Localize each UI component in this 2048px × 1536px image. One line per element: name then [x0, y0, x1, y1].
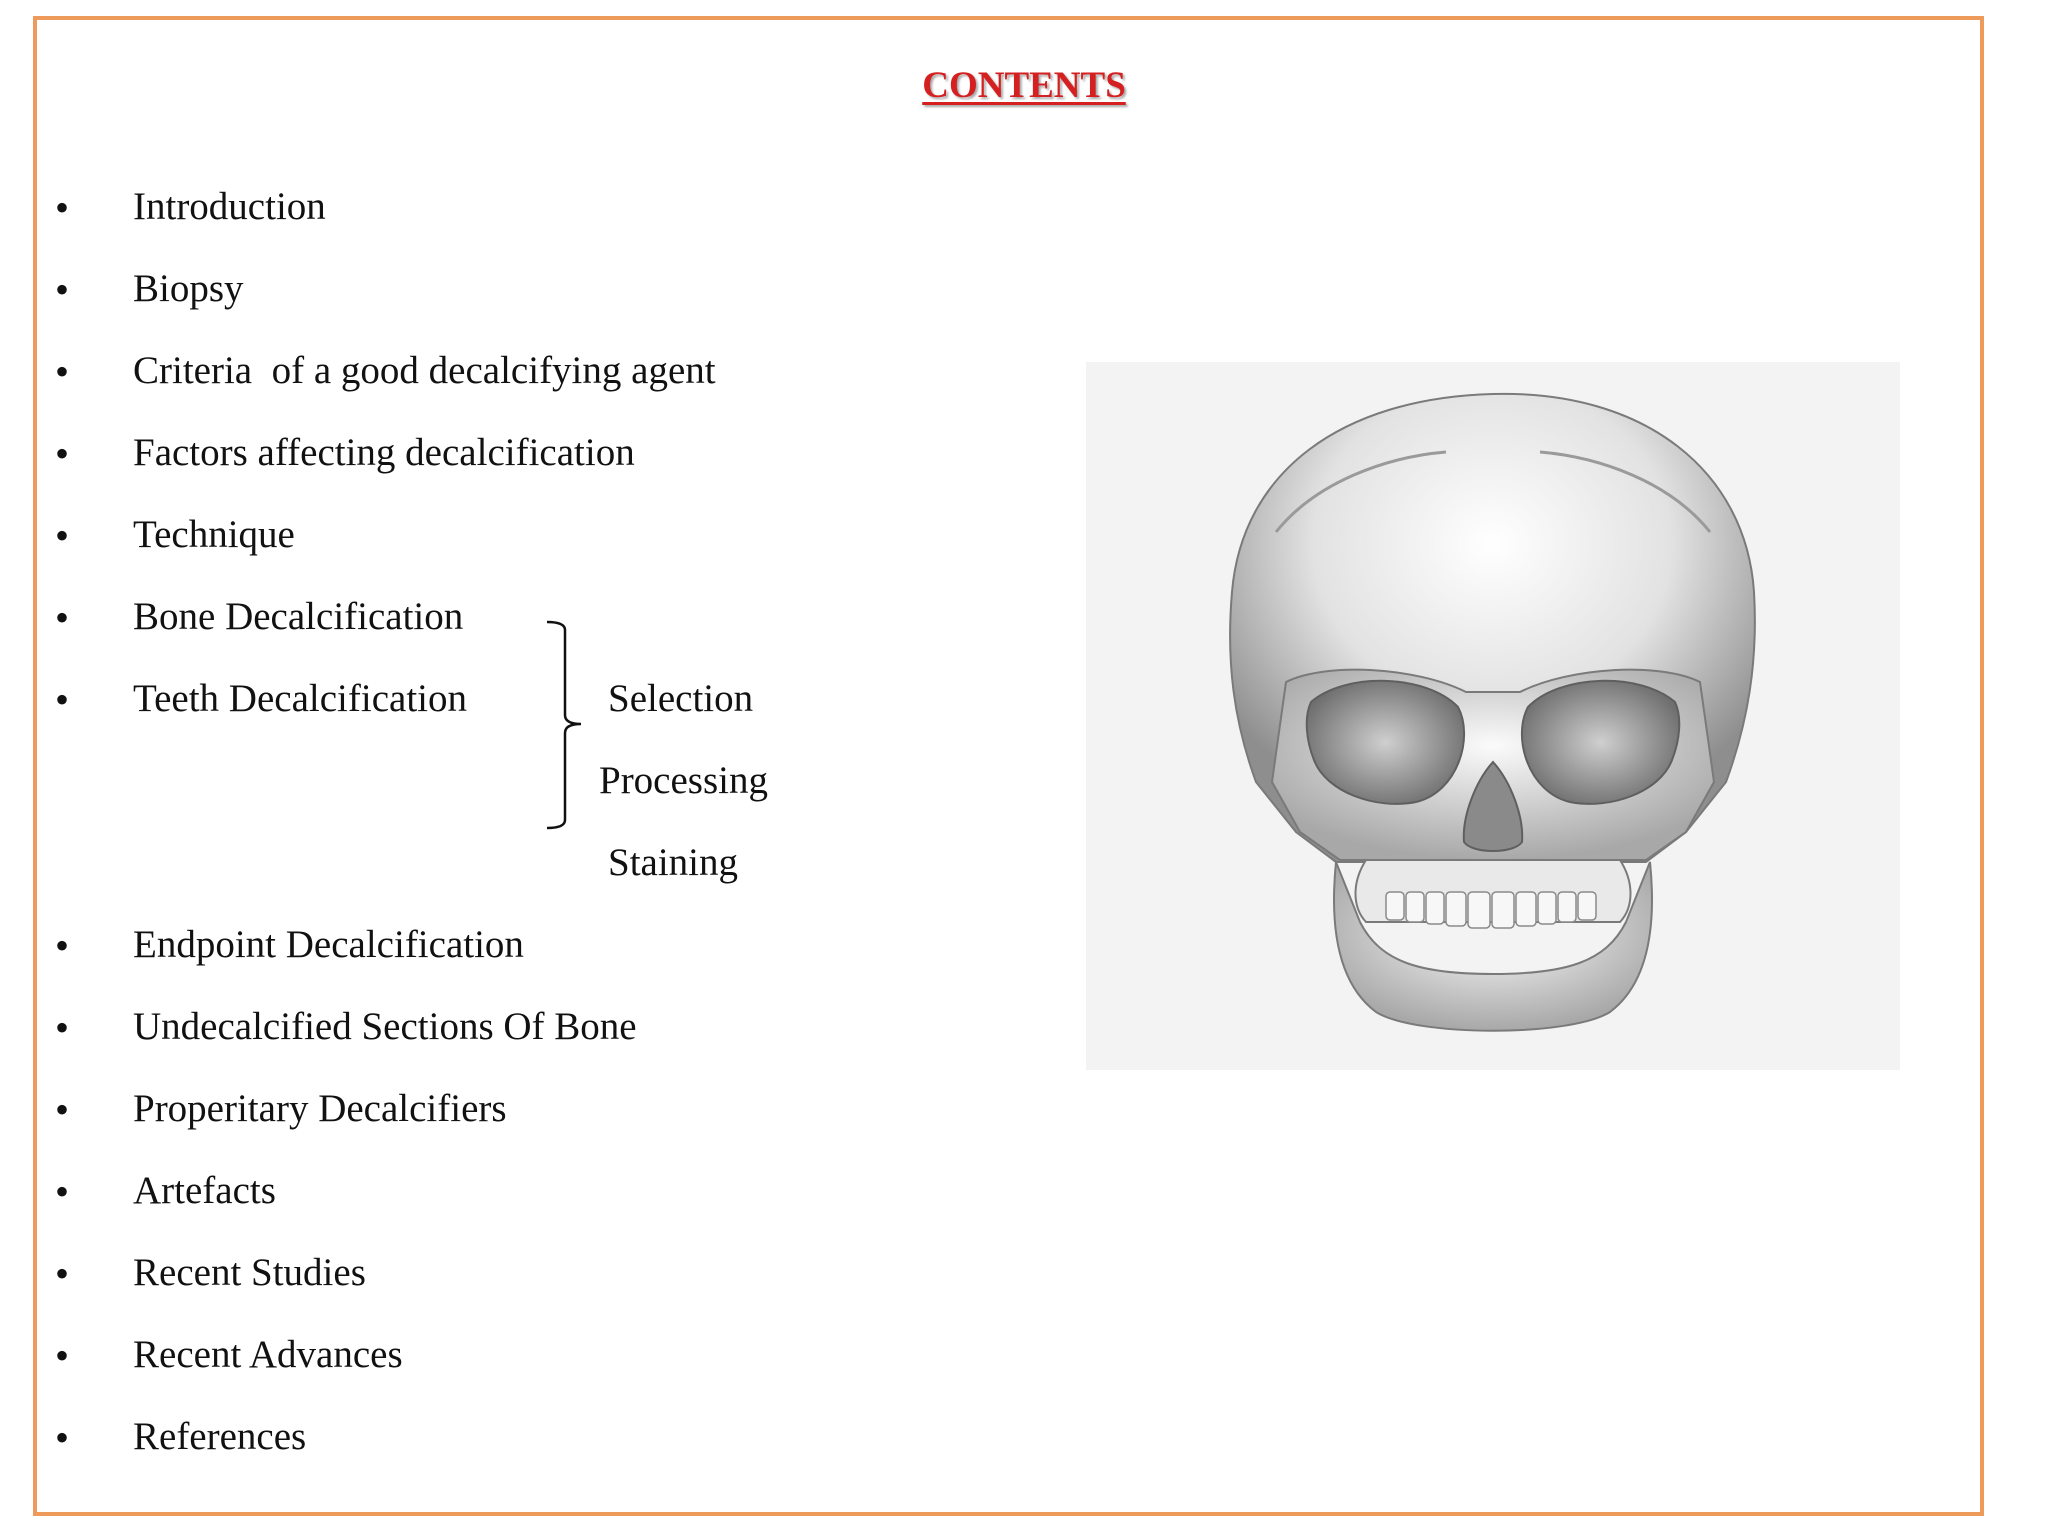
- list-item-label: Bone Decalcification: [133, 595, 464, 638]
- list-item-label: Teeth Decalcification: [133, 677, 467, 720]
- list-item-label: Biopsy: [133, 267, 244, 310]
- bullet-icon: [55, 1021, 69, 1035]
- bullet-icon: [55, 693, 69, 707]
- bullet-icon: [55, 447, 69, 461]
- subitem-selection: Selection: [608, 677, 754, 720]
- list-item-label: Factors affecting decalcification: [133, 431, 635, 474]
- list-item-label: Endpoint Decalcification: [133, 923, 524, 966]
- list-item-label: Criteria of a good decalcifying agent: [133, 349, 716, 392]
- list-item-label: Recent Studies: [133, 1251, 366, 1294]
- bullet-icon: [55, 365, 69, 379]
- subitem-processing: Processing: [599, 759, 768, 802]
- subitem-staining: Staining: [608, 841, 739, 884]
- list-item-label: Technique: [133, 513, 295, 556]
- list-item-label: References: [133, 1415, 307, 1458]
- page-title: CONTENTS: [922, 65, 1126, 106]
- bullet-icon: [55, 939, 69, 953]
- bracket-icon: [545, 620, 585, 830]
- bullet-icon: [55, 1185, 69, 1199]
- skull-image: [1086, 362, 1900, 1070]
- bullet-icon: [55, 529, 69, 543]
- list-item-label: Recent Advances: [133, 1333, 403, 1376]
- list-item-label: Properitary Decalcifiers: [133, 1087, 507, 1130]
- bullet-icon: [55, 611, 69, 625]
- bullet-icon: [55, 1349, 69, 1363]
- list-item-label: Introduction: [133, 185, 326, 228]
- list-item-label: Undecalcified Sections Of Bone: [133, 1005, 637, 1048]
- bullet-icon: [55, 1103, 69, 1117]
- bullet-icon: [55, 1431, 69, 1445]
- skull-illustration-icon: [1086, 362, 1900, 1070]
- list-item-label: Artefacts: [133, 1169, 276, 1212]
- bullet-icon: [55, 1267, 69, 1281]
- bullet-icon: [55, 283, 69, 297]
- bullet-icon: [55, 201, 69, 215]
